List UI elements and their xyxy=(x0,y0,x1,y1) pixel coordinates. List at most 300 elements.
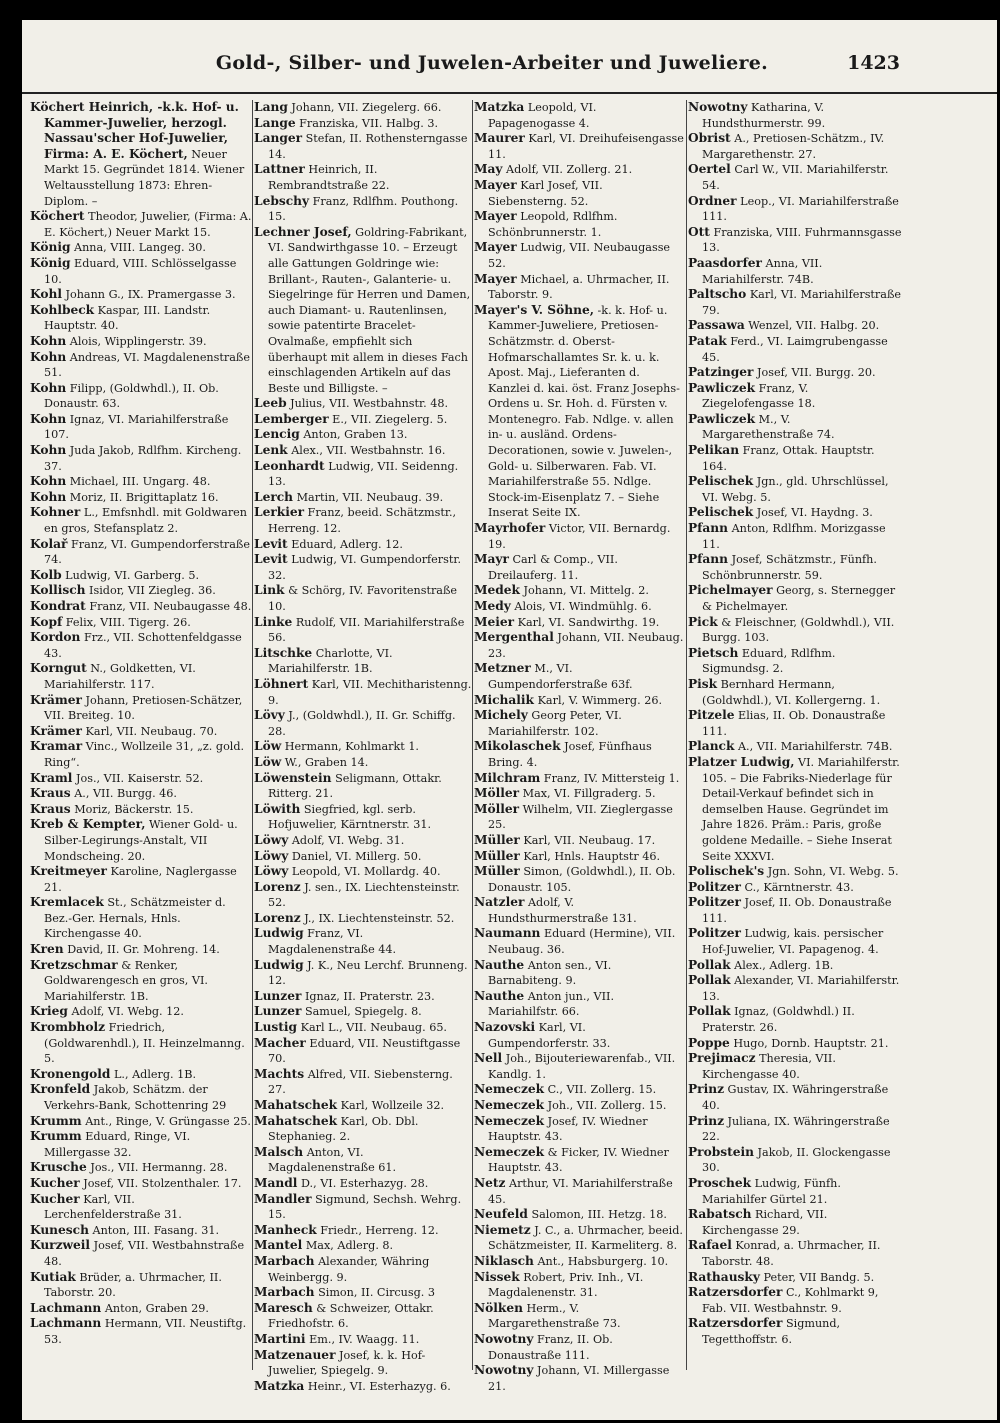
directory-entry xyxy=(474,708,684,739)
directory-entry xyxy=(254,1301,472,1332)
entry-name: Kolb xyxy=(30,567,62,582)
entry-details: Karl, VI. Dreihufeisengasse 11. xyxy=(488,132,684,161)
entry-details: Franziska, VII. Halbg. 3. xyxy=(295,116,439,130)
directory-entry xyxy=(254,849,472,865)
entry-name: Kohn xyxy=(30,380,67,395)
directory-entry xyxy=(254,755,472,771)
entry-name: Nazovski xyxy=(474,1020,536,1035)
directory-entry xyxy=(30,958,252,1005)
entry-details: Anton, Graben 29. xyxy=(101,1301,209,1315)
directory-entry xyxy=(30,100,252,209)
directory-entry xyxy=(30,1192,252,1223)
entry-details: Karl Josef, VII. Siebensterng. 52. xyxy=(488,178,603,208)
entry-details: Carl W., VII. Mariahilferstr. 54. xyxy=(702,163,889,192)
entry-name: Lang xyxy=(254,100,288,114)
entry-details: Johann G., IX. Pramergasse 3. xyxy=(61,288,236,302)
entry-name: Kraus xyxy=(30,786,71,801)
directory-entry xyxy=(254,880,472,911)
entry-name: Kramar xyxy=(30,739,83,754)
entry-details: Wilhelm, VII. Zieglergasse 25. xyxy=(488,802,673,832)
entry-details: Elias, II. Ob. Donaustraße 111. xyxy=(702,709,886,738)
directory-entry xyxy=(254,1098,472,1114)
entry-details: Ignaz, II. Praterstr. 23. xyxy=(301,989,435,1003)
entry-name: Linke xyxy=(254,614,293,629)
entry-name: Kondrat xyxy=(30,599,86,613)
entry-name: Pelikan xyxy=(688,443,740,458)
entry-details: Anton jun., VII. Mariahilfstr. 66. xyxy=(488,989,615,1019)
entry-details: Franz, V. Ziegelofengasse 18. xyxy=(702,381,816,411)
directory-entry xyxy=(474,786,684,802)
entry-name: Marbach xyxy=(254,1285,315,1300)
directory-entry xyxy=(30,412,252,443)
entry-name: Lachmann xyxy=(30,1300,102,1315)
entry-details: Richard, VII. Kirchengasse 29. xyxy=(702,1208,828,1237)
directory-entry xyxy=(474,521,684,552)
directory-entry xyxy=(474,693,684,709)
directory-entry xyxy=(254,396,472,412)
entry-details: Adolf, VII. Zollerg. 21. xyxy=(502,163,633,177)
directory-page xyxy=(22,20,997,1420)
entry-details: Bernhard Hermann, (Goldwhdl.), VI. Kollergerng. 1. xyxy=(702,677,881,707)
entry-details: Herm., V. Margarethenstraße 73. xyxy=(488,1301,621,1331)
entry-name: Pelischek xyxy=(688,474,754,489)
directory-entry xyxy=(688,1238,902,1269)
entry-name: Pietsch xyxy=(688,645,739,660)
directory-entry xyxy=(30,724,252,740)
entry-details: Rudolf, VII. Mariahilferstraße 56. xyxy=(268,615,465,645)
entry-details: Georg, s. Sternegger & Pichelmayer. xyxy=(702,584,896,613)
entry-details: Ludwig, kais. persischer Hof-Juwelier, VI. Papagenog. 4. xyxy=(702,927,884,957)
entry-name: Nölken xyxy=(474,1300,523,1315)
entry-details: Theresia, VII. Kirchengasse 40. xyxy=(702,1052,836,1081)
directory-entry xyxy=(688,194,902,225)
directory-entry xyxy=(474,1082,684,1098)
entry-name: Nemeczek xyxy=(474,1144,545,1159)
entry-details: Karl, Hnls. Hauptstr 46. xyxy=(519,849,661,863)
entry-name: Lustig xyxy=(254,1020,298,1035)
entry-name: Lemberger xyxy=(254,411,329,426)
entry-name: Michalik xyxy=(474,692,535,707)
entry-details: Franz, VII. Neubaugasse 48. xyxy=(85,600,252,613)
entry-name: Proschek xyxy=(688,1175,752,1190)
directory-entry xyxy=(688,521,902,552)
entry-details: Leopold, VI. Mollardg. 40. xyxy=(288,865,441,879)
entry-details: Martin, VII. Neubaug. 39. xyxy=(293,490,444,504)
directory-entry xyxy=(474,833,684,849)
entry-name: Krombholz xyxy=(30,1020,106,1035)
entry-details: J. C., a. Uhrmacher, beeid. Schätzmeister, II. Karmeliterg. 8. xyxy=(488,1223,683,1253)
directory-entry xyxy=(688,583,902,614)
entry-details: Friedr., Herreng. 12. xyxy=(316,1223,439,1237)
directory-entry xyxy=(688,334,902,365)
directory-entry xyxy=(30,350,252,381)
directory-entry xyxy=(254,1348,472,1379)
directory-entry xyxy=(688,880,902,896)
entry-name: Levit xyxy=(254,536,288,551)
entry-details: Johann, Pretiosen-Schätzer, VII. Breiteg. 10. xyxy=(44,693,243,723)
directory-entry xyxy=(254,443,472,459)
column-divider xyxy=(472,100,473,1370)
entry-details: Jakob, II. Glockengasse 30. xyxy=(702,1145,891,1175)
directory-entry xyxy=(30,599,252,615)
entry-name: Kucher xyxy=(30,1191,80,1206)
entry-name: Löwy xyxy=(254,832,289,847)
entry-details: Franz, II. Ob. Donaustraße 111. xyxy=(488,1332,613,1362)
directory-entry xyxy=(254,739,472,755)
entry-details: Franz, VI. Gumpendorferstraße 74. xyxy=(44,537,251,567)
directory-entry xyxy=(254,537,472,553)
entry-name: Planck xyxy=(688,739,735,754)
directory-entry xyxy=(254,100,472,116)
entry-name: Rathausky xyxy=(688,1269,760,1284)
entry-name: Kronengold xyxy=(30,1066,111,1081)
entry-details: Michael, III. Ungarg. 48. xyxy=(66,475,211,489)
entry-name: Pick xyxy=(688,614,718,629)
directory-entry xyxy=(688,708,902,739)
entry-name: Kurzweil xyxy=(30,1238,91,1253)
column-divider xyxy=(252,100,253,1370)
entry-name: Ott xyxy=(688,224,710,239)
directory-entry xyxy=(30,661,252,692)
entry-details: Karoline, Naglergasse 21. xyxy=(44,865,237,894)
entry-details: Ignaz, VI. Mariahilferstraße 107. xyxy=(44,412,229,442)
entry-name: Kohn xyxy=(30,411,67,426)
directory-entry xyxy=(254,1192,472,1223)
directory-entry xyxy=(688,100,902,131)
entry-details: Eduard, Ringe, VI. Millergasse 32. xyxy=(44,1130,191,1159)
entry-details: Simon, II. Circusg. 3 xyxy=(314,1286,436,1300)
entry-details: Max, Adlerg. 8. xyxy=(302,1239,394,1253)
directory-entry xyxy=(30,1176,252,1192)
entry-details: Josef, Fünfhaus Bring. 4. xyxy=(488,740,652,769)
entry-name: Löw xyxy=(254,739,282,754)
entry-name: Polischek's xyxy=(688,864,765,879)
directory-entry xyxy=(688,646,902,677)
entry-name: Löwith xyxy=(254,801,301,816)
entry-name: Pollak xyxy=(688,957,731,972)
entry-name: Möller xyxy=(474,801,520,816)
directory-entry xyxy=(254,225,472,397)
entry-name: Matzenauer xyxy=(254,1347,336,1362)
entry-name: Kreitmeyer xyxy=(30,864,107,879)
directory-entry xyxy=(254,677,472,708)
entry-details: Ludwig, VI. Garberg. 5. xyxy=(61,568,200,582)
entry-name: Kohn xyxy=(30,443,67,458)
entry-name: Ratzersdorfer xyxy=(688,1285,783,1300)
entry-name: Pawliczek xyxy=(688,380,756,395)
entry-name: Ratzersdorfer xyxy=(688,1316,783,1331)
directory-entry xyxy=(474,630,684,661)
entry-details: J., (Goldwhdl.), II. Gr. Schiffg. 28. xyxy=(268,709,456,738)
directory-entry xyxy=(30,1020,252,1067)
entry-name: Löw xyxy=(254,754,282,769)
entry-name: Medy xyxy=(474,599,511,613)
entry-name: Kohl xyxy=(30,287,62,302)
directory-entry xyxy=(254,490,472,506)
directory-entry xyxy=(30,256,252,287)
entry-details: Alex., VII. Westbahnstr. 16. xyxy=(287,444,446,458)
directory-entry xyxy=(30,443,252,474)
directory-entry xyxy=(254,583,472,614)
entry-details: Simon, (Goldwhdl.), II. Ob. Donaustr. 105. xyxy=(488,865,676,894)
page-number: 1423 xyxy=(847,52,900,74)
entry-details: Juliana, IX. Währingerstraße 22. xyxy=(702,1114,890,1144)
entry-details: Leop., VI. Mariahilferstraße 111. xyxy=(702,194,899,224)
entry-name: Pfann xyxy=(688,521,729,536)
entry-details: Vinc., Wollzeile 31, „z. gold. Ring“. xyxy=(44,740,245,769)
directory-entry xyxy=(30,802,252,818)
directory-entry xyxy=(688,287,902,318)
entry-details: Isidor, VII Ziegleg. 36. xyxy=(85,584,216,598)
entry-details: Johann, VII. Neubaug. 23. xyxy=(488,631,684,660)
entry-details: E., VII. Ziegelerg. 5. xyxy=(328,412,448,426)
directory-entry xyxy=(688,443,902,474)
directory-entry xyxy=(30,1004,252,1020)
entry-details: Michael, a. Uhrmacher, II. Taborstr. 9. xyxy=(488,272,670,302)
directory-entry xyxy=(254,833,472,849)
directory-entry xyxy=(30,1114,252,1130)
entry-name: Mantel xyxy=(254,1238,303,1253)
column-2 xyxy=(254,100,472,1400)
entry-details: Seligmann, Ottakr. Ritterg. 21. xyxy=(268,771,442,801)
entry-name: Prinz xyxy=(688,1082,724,1097)
entry-name: Mayer xyxy=(474,240,517,255)
entry-name: Leeb xyxy=(254,396,287,411)
directory-entry xyxy=(688,256,902,287)
entry-details: Karl, VII. Neubaug. 17. xyxy=(519,833,656,847)
entry-name: Krusche xyxy=(30,1160,87,1175)
entry-details: Wenzel, VII. Halbg. 20. xyxy=(744,319,880,333)
entry-details: & Ficker, IV. Wiedner Hauptstr. 43. xyxy=(488,1145,669,1175)
entry-name: Mergenthal xyxy=(474,630,554,645)
directory-entry xyxy=(254,926,472,957)
entry-details: Anton sen., VI. Barnabiteng. 9. xyxy=(488,958,612,988)
entry-name: Litschke xyxy=(254,645,313,660)
entry-details: David, II. Gr. Mohreng. 14. xyxy=(63,943,220,957)
entry-name: Lövy xyxy=(254,708,285,723)
entry-name: Nauthe xyxy=(474,957,525,972)
entry-details: Ludwig, VII. Neubaugasse 52. xyxy=(488,241,671,270)
entry-details: Ludwig, VII. Seidenng. 13. xyxy=(268,459,459,489)
entry-name: Kraus xyxy=(30,801,71,816)
entry-details: L., Emfsnhdl. mit Goldwaren en gros, Stefansplatz 2. xyxy=(44,506,248,536)
directory-entry xyxy=(474,989,684,1020)
entry-details: Carl & Comp., VII. Dreilauferg. 11. xyxy=(488,553,618,582)
directory-entry xyxy=(474,895,684,926)
entry-details: Adolf, VI. Webg. 12. xyxy=(67,1005,184,1019)
entry-details: Adolf, VI. Webg. 31. xyxy=(288,833,405,847)
entry-name: Politzer xyxy=(688,895,741,910)
column-1 xyxy=(30,100,252,1400)
entry-details: Katharina, V. Hundsthurmerstr. 99. xyxy=(702,101,826,130)
entry-details: Alfred, VII. Siebensterng. 27. xyxy=(268,1067,453,1097)
directory-entry xyxy=(30,240,252,256)
directory-entry xyxy=(474,615,684,631)
entry-name: Löwy xyxy=(254,864,289,879)
entry-details: Georg Peter, VI. Mariahilferstr. 102. xyxy=(488,709,622,738)
directory-entry xyxy=(30,490,252,506)
directory-entry xyxy=(30,568,252,584)
directory-entry xyxy=(474,1223,684,1254)
entry-name: Kronfeld xyxy=(30,1082,91,1097)
entry-name: Niklasch xyxy=(474,1253,534,1268)
directory-entry xyxy=(474,240,684,271)
entry-name: König xyxy=(30,255,71,270)
entry-details: Ludwig, Fünfh. Mariahilfer Gürtel 21. xyxy=(702,1176,841,1206)
entry-name: Krumm xyxy=(30,1129,82,1144)
entry-name: Lerch xyxy=(254,489,294,504)
directory-entry xyxy=(474,802,684,833)
directory-entry xyxy=(474,1098,684,1114)
entry-name: König xyxy=(30,240,71,255)
entry-details: St., Schätzmeister d. Bez.-Ger. Hernals, Hnls. Kirchengasse 40. xyxy=(44,896,226,941)
directory-entry xyxy=(474,1114,684,1145)
directory-entry xyxy=(688,552,902,583)
entry-name: Lechner Josef, xyxy=(254,224,352,239)
entry-details: Eduard, VII. Neustiftgasse 70. xyxy=(268,1036,461,1066)
entry-name: Milchram xyxy=(474,770,541,785)
directory-entry xyxy=(30,1316,252,1347)
entry-details: Alexander, VI. Mariahilferstr. 13. xyxy=(702,974,900,1003)
entry-name: Naumann xyxy=(474,926,541,941)
entry-details: Josef, VI. Haydng. 3. xyxy=(753,506,873,520)
entry-name: May xyxy=(474,162,503,177)
entry-name: Mayr xyxy=(474,552,509,567)
directory-entry xyxy=(474,131,684,162)
directory-entry xyxy=(474,1332,684,1363)
entry-name: Lorenz xyxy=(254,910,301,925)
entry-name: Paltscho xyxy=(688,287,747,302)
entry-details: -k. k. Hof- u. Kammer-Juweliere, Pretiosen-Schätzmstr. d. Oberst-Hofmarschallamtes Sr. k. u. k. Apost. Maj., Lieferanten d. Kanzlei d. kai. öst. Franz Josephs-Ordens u. Sr. Hoh. d. Fürsten v. Montenegro. Fab. Ndlge. v. allen in- u. ausländ. Ordens-Decorationen, sowie v. Juwelen-, Gold- u. Silberwaren. Fab. VI. Mariahilferstraße 55. Ndlge. Stock-im-Eisenplatz 7. – Siehe Inserat Seite IX. xyxy=(488,303,680,520)
directory-entry xyxy=(254,459,472,490)
directory-entry xyxy=(688,1176,902,1207)
entry-name: Kohn xyxy=(30,349,67,364)
entry-details: Max, VI. Fillgraderg. 5. xyxy=(519,787,656,801)
directory-entry xyxy=(30,1082,252,1113)
entry-details: Eduard, VIII. Schlösselgasse 10. xyxy=(44,256,237,286)
entry-name: Lattner xyxy=(254,162,305,177)
entry-name: Kutiak xyxy=(30,1269,76,1284)
directory-entry xyxy=(254,1223,472,1239)
entry-name: Müller xyxy=(474,848,520,863)
entry-name: Kohn xyxy=(30,489,67,504)
entry-name: Nowotny xyxy=(474,1331,534,1346)
entry-name: Kreb & Kempter, xyxy=(30,817,146,832)
directory-entry xyxy=(474,272,684,303)
entry-details: A., Pretiosen-Schätzm., IV. Margarethenstr. 27. xyxy=(702,132,885,161)
entry-name: Krumm xyxy=(30,1113,82,1128)
directory-entry xyxy=(30,1270,252,1301)
entry-details: Wiener Gold- u. Silber-Legirungs-Anstalt, VII Mondscheing. 20. xyxy=(44,818,238,863)
entry-details: Gustav, IX. Währingerstraße 40. xyxy=(702,1083,889,1112)
entry-name: Pelischek xyxy=(688,505,754,520)
entry-name: Maresch xyxy=(254,1300,313,1315)
entry-details: W., Graben 14. xyxy=(281,755,369,769)
entry-name: Politzer xyxy=(688,879,741,894)
entry-details: Em., IV. Waagg. 11. xyxy=(305,1332,420,1346)
entry-details: Felix, VIII. Tigerg. 26. xyxy=(62,615,191,629)
entry-details: J. K., Neu Lerchf. Brunneng. 12. xyxy=(268,958,468,988)
entry-name: Natzler xyxy=(474,895,525,910)
entry-details: Heinr., VI. Esterhazyg. 6. xyxy=(304,1379,451,1393)
directory-entry xyxy=(30,1067,252,1083)
directory-entry xyxy=(474,209,684,240)
entry-name: Kretzschmar xyxy=(30,957,118,972)
entry-details: Moriz, II. Brigittaplatz 16. xyxy=(66,490,219,504)
entry-name: Mayer xyxy=(474,271,517,286)
directory-entry xyxy=(688,895,902,926)
directory-entry xyxy=(688,1114,902,1145)
directory-entry xyxy=(688,412,902,443)
entry-name: Pawliczek xyxy=(688,411,756,426)
entry-name: Köchert Heinrich, -k.k. Hof- u. Kammer-Juwelier, herzogl. Nassau'scher Hof-Juwelier, Firma: A. E. Köchert, xyxy=(30,100,239,161)
entry-name: Kraml xyxy=(30,770,73,785)
entry-details: Anna, VIII. Langeg. 30. xyxy=(70,241,206,255)
directory-entry xyxy=(30,942,252,958)
column-4 xyxy=(688,100,902,1400)
directory-entry xyxy=(30,693,252,724)
entry-name: Meier xyxy=(474,614,515,629)
entry-details: & Schweizer, Ottakr. Friedhofstr. 6. xyxy=(268,1301,434,1331)
entry-name: Prinz xyxy=(688,1113,724,1128)
entry-name: Krämer xyxy=(30,692,82,707)
entry-details: Jgn. Sohn, VI. Webg. 5. xyxy=(764,865,899,879)
directory-entry xyxy=(474,303,684,521)
directory-entry xyxy=(688,864,902,880)
entry-name: Nemeczek xyxy=(474,1082,545,1097)
entry-name: Marbach xyxy=(254,1253,315,1268)
entry-details: Jakob, Schätzm. der Verkehrs-Bank, Schottenring 29 xyxy=(44,1083,227,1112)
entry-details: Franz, Ottak. Hauptstr. 164. xyxy=(702,444,875,473)
directory-entry xyxy=(30,864,252,895)
directory-entry xyxy=(688,1051,902,1082)
entry-details: Josef, IV. Wiedner Hauptstr. 43. xyxy=(488,1114,648,1144)
entry-name: Nell xyxy=(474,1051,503,1066)
entry-details: Joh., VII. Zollerg. 15. xyxy=(544,1099,667,1112)
entry-name: Krämer xyxy=(30,723,82,738)
directory-entry xyxy=(688,474,902,505)
entry-details: Karl L., VII. Neubaug. 65. xyxy=(297,1021,447,1035)
entry-name: Pfann xyxy=(688,552,729,567)
entry-name: Rafael xyxy=(688,1238,732,1253)
directory-entry xyxy=(254,116,472,132)
entry-details: Theodor, Juwelier, (Firma: A. E. Köchert,) Neuer Markt 15. xyxy=(44,210,252,239)
entry-name: Müller xyxy=(474,832,520,847)
entry-details: Ant., Ringe, V. Grüngasse 25. xyxy=(81,1114,251,1128)
entry-name: Mayer xyxy=(474,177,517,192)
entry-details: D., VI. Esterhazyg. 28. xyxy=(297,1176,429,1190)
directory-entry xyxy=(30,615,252,631)
entry-details: Jos., VII. Hermanng. 28. xyxy=(86,1161,228,1175)
entry-details: Peter, VII Bandg. 5. xyxy=(759,1270,875,1284)
entry-details: Karl, VII. Mechitharistenng. 9. xyxy=(268,677,472,707)
directory-entry xyxy=(30,303,252,334)
directory-entry xyxy=(254,958,472,989)
directory-entry xyxy=(474,1020,684,1051)
entry-details: Alexander, Währing Weinbergg. 9. xyxy=(268,1254,430,1284)
directory-entry xyxy=(688,225,902,256)
directory-entry xyxy=(254,412,472,428)
entry-name: Prejimacz xyxy=(688,1051,756,1066)
entry-details: Karl, Ob. Dbl. Stephanieg. 2. xyxy=(268,1114,419,1144)
entry-details: Sigmund, Tegetthoffstr. 6. xyxy=(702,1317,841,1346)
directory-entry xyxy=(254,1067,472,1098)
directory-entry xyxy=(254,708,472,739)
entry-name: Manheck xyxy=(254,1222,317,1237)
entry-details: Konrad, a. Uhrmacher, II. Taborstr. 48. xyxy=(702,1239,881,1268)
entry-details: Leopold, Rdlfhm. Schönbrunnerstr. 1. xyxy=(488,210,618,239)
entry-details: Brüder, a. Uhrmacher, II. Taborstr. 20. xyxy=(44,1270,222,1300)
